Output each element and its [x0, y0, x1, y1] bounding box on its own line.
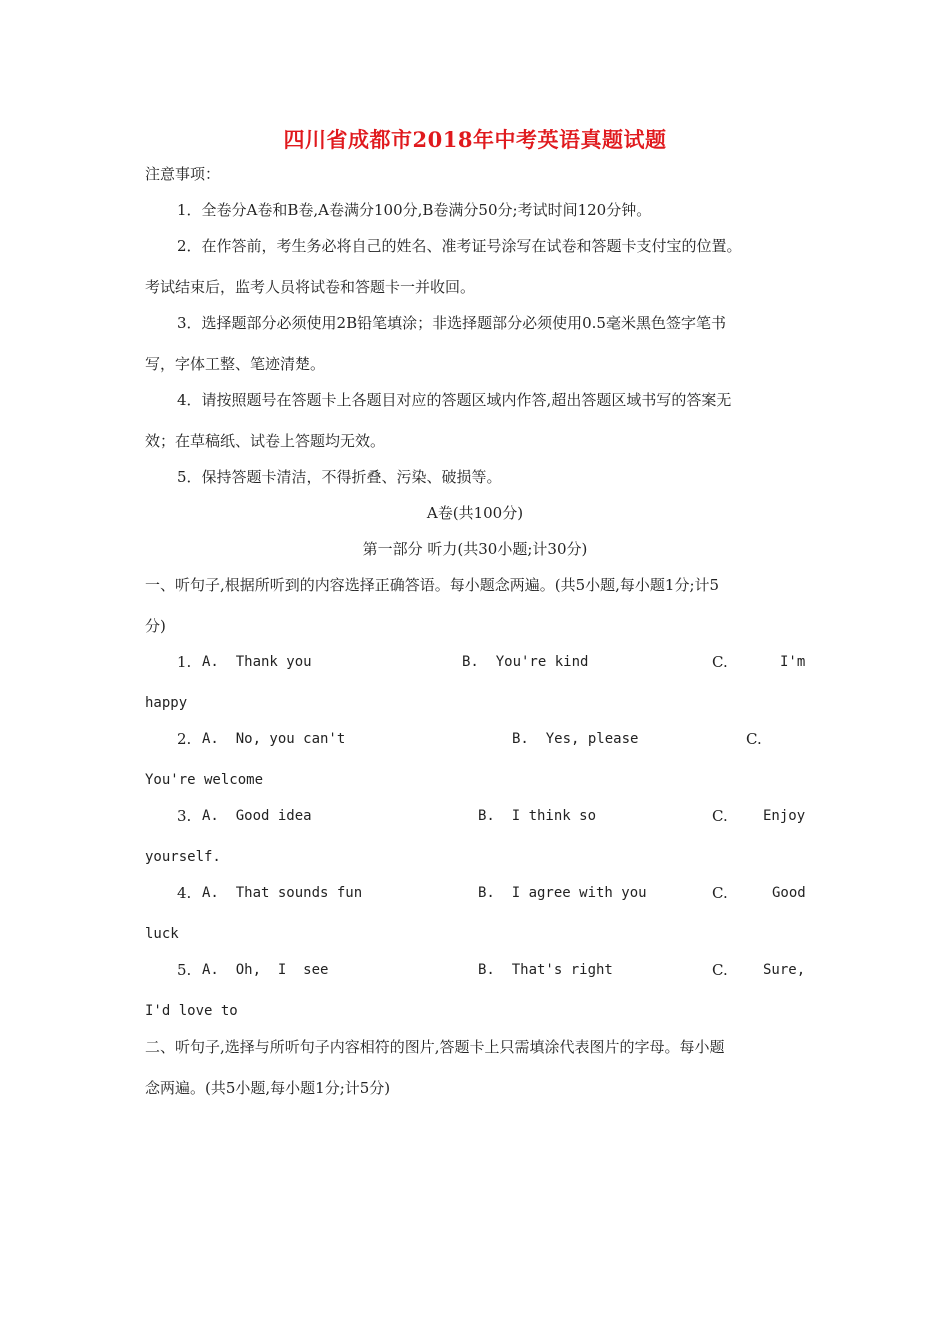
option-a: A. That sounds fun — [202, 885, 363, 901]
notice-item: 4．请按照题号在答题卡上各题目对应的答题区域内作答,超出答题区域书写的答案无 — [177, 391, 732, 409]
option-c-continuation: yourself. — [145, 849, 221, 865]
option-c-continuation: I'd love to — [145, 1003, 238, 1019]
question-number: 3. — [177, 807, 192, 825]
notice-item: 3．选择题部分必须使用2B铅笔填涂；非选择题部分必须使用0.5毫米黑色签字笔书 — [177, 314, 726, 332]
option-c: I'm — [780, 654, 806, 670]
section1-instruction: 一、听句子,根据所听到的内容选择正确答语。每小题念两遍。(共5小题,每小题1分;计5 — [145, 576, 720, 594]
section1-instruction-continuation: 分) — [145, 617, 166, 635]
option-c-continuation: You're welcome — [145, 772, 264, 788]
option-c: Enjoy — [763, 808, 806, 824]
option-b: B. You're kind — [462, 654, 589, 670]
option-a: A. No, you can't — [202, 731, 346, 747]
page-title: 四川省成都市2018年中考英语真题试题 — [283, 127, 667, 152]
option-c-label: C. — [712, 653, 728, 671]
option-c: Good — [772, 885, 806, 901]
question-number: 1. — [177, 653, 192, 671]
notice-item: 2．在作答前，考生务必将自己的姓名、准考证号涂写在试卷和答题卡支付宝的位置。 — [177, 237, 742, 255]
question-number: 4. — [177, 884, 192, 902]
option-a: A. Good idea — [202, 808, 312, 824]
option-c-continuation: luck — [145, 926, 179, 942]
option-c-label: C. — [712, 884, 728, 902]
notice-item-continuation: 写，字体工整、笔迹清楚。 — [145, 355, 326, 373]
option-b: B. I think so — [478, 808, 597, 824]
notice-item-continuation: 考试结束后，监考人员将试卷和答题卡一并收回。 — [145, 278, 476, 296]
option-b: B. Yes, please — [512, 731, 639, 747]
option-c-label: C. — [712, 807, 728, 825]
option-b: B. I agree with you — [478, 885, 647, 901]
section2-instruction-continuation: 念两遍。(共5小题,每小题1分;计5分) — [145, 1079, 391, 1097]
option-c-continuation: happy — [145, 695, 188, 711]
part-one-heading: 第一部分 听力(共30小题;计30分) — [362, 540, 588, 558]
notice-item-continuation: 效；在草稿纸、试卷上答题均无效。 — [145, 432, 386, 450]
option-a: A. Oh, I see — [202, 962, 329, 978]
notice-item: 5．保持答题卡清洁，不得折叠、污染、破损等。 — [177, 468, 502, 486]
option-c: Sure, — [763, 962, 806, 978]
question-number: 5. — [177, 961, 192, 979]
notice-item: 1．全卷分A卷和B卷,A卷满分100分,B卷满分50分;考试时间120分钟。 — [177, 201, 652, 219]
option-c-label: C. — [746, 730, 762, 748]
notice-heading: 注意事项： — [145, 165, 221, 183]
option-c-label: C. — [712, 961, 728, 979]
option-a: A. Thank you — [202, 654, 312, 670]
section2-instruction: 二、听句子,选择与所听句子内容相符的图片,答题卡上只需填涂代表图片的字母。每小题 — [145, 1038, 725, 1056]
question-number: 2. — [177, 730, 192, 748]
section-a-heading: A卷(共100分) — [426, 504, 524, 522]
option-b: B. That's right — [478, 962, 613, 978]
